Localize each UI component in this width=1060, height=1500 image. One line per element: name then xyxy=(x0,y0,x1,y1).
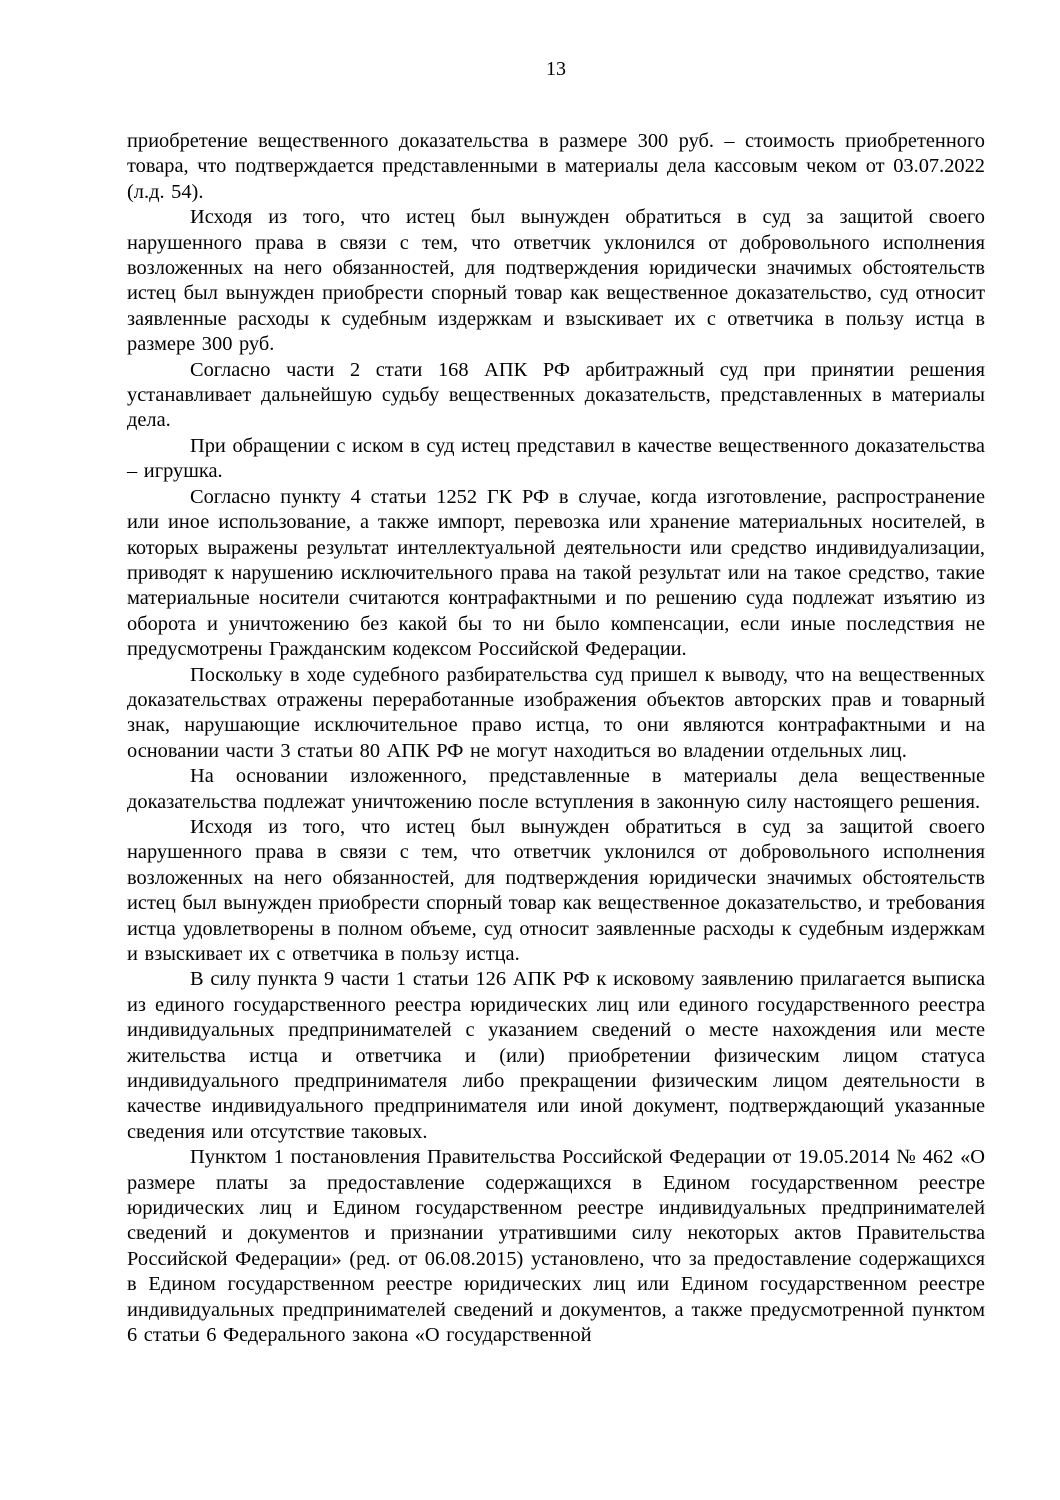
paragraph: Согласно пункту 4 статьи 1252 ГК РФ в случае, когда изготовление, распространение или иное использование, а также импорт, перевозка или хранение материальных носителей, в которых выражены результат интеллектуальной деятельности или средство индивидуализации, приводят к нарушению исключительного права на такой результат или на такое средство, такие материальные носители считаются контрафактными и по решению суда подлежат изъятию из оборота и уничтожению без какой бы то ни было компенсации, если иные последствия не предусмотрены Гражданским кодексом Российской Федерации. xyxy=(127,485,985,661)
paragraph: Исходя из того, что истец был вынужден обратиться в суд за защитой своего нарушенного права в связи с тем, что ответчик уклонился от добровольного исполнения возложенных на него обязанностей, для подтверждения юридически значимых обстоятельств истец был вынужден приобрести спорный товар как вещественное доказательство, и требования истца удовлетворены в полном объеме, суд относит заявленные расходы к судебным издержкам и взыскивает их с ответчика в пользу истца. xyxy=(127,815,985,965)
paragraph: Исходя из того, что истец был вынужден обратиться в суд за защитой своего нарушенного права в связи с тем, что ответчик уклонился от добровольного исполнения возложенных на него обязанностей, для подтверждения юридически значимых обстоятельств истец был вынужден приобрести спорный товар как вещественное доказательство, суд относит заявленные расходы к судебным издержкам и взыскивает их с ответчика в пользу истца в размере 300 руб. xyxy=(127,206,985,356)
paragraph: Согласно части 2 стати 168 АПК РФ арбитражный суд при принятии решения устанавливает дальнейшую судьбу вещественных доказательств, представленных в материалы дела. xyxy=(127,358,985,432)
paragraph: Поскольку в ходе судебного разбирательства суд пришел к выводу, что на вещественных доказательствах отражены переработанные изображения объектов авторских прав и товарный знак, нарушающие исключительное право истца, то они являются контрафактными и на основании части 3 статьи 80 АПК РФ не могут находиться во владении отдельных лиц. xyxy=(127,663,985,762)
paragraph: Пунктом 1 постановления Правительства Российской Федерации от 19.05.2014 № 462 «О размере платы за предоставление содержащихся в Едином государственном реестре юридических лиц и Едином государственном реестре индивидуальных предпринимателей сведений и документов и признании утратившими силу некоторых актов Правительства Российской Федерации» (ред. от 06.08.2015) установлено, что за предоставление содержащихся в Едином государственном реестре юридических лиц или Едином государственном реестре индивидуальных предпринимателей сведений и документов, а также предусмотренной пунктом 6 статьи 6 Федерального закона «О государственной xyxy=(127,1146,985,1347)
paragraph: На основании изложенного, представленные в материалы дела вещественные доказательства подлежат уничтожению после вступления в законную силу настоящего решения. xyxy=(127,765,985,813)
page-number: 13 xyxy=(546,58,566,80)
paragraph: приобретение вещественного доказательства в размере 300 руб. – стоимость приобретенного товара, что подтверждается представленными в материалы дела кассовым чеком от 03.07.2022 (л.д. 54). xyxy=(127,130,985,203)
paragraph: При обращении с иском в суд истец представил в качестве вещественного доказательства – игрушка. xyxy=(127,434,985,483)
paragraph: В силу пункта 9 части 1 статьи 126 АПК РФ к исковому заявлению прилагается выписка из единого государственного реестра юридических лиц или единого государственного реестра индивидуальных предпринимателей с указанием сведений о месте нахождения или месте жительства истца и ответчика и (или) приобретении физическим лицом статуса индивидуального предпринимателя либо прекращении физическим лицом деятельности в качестве индивидуального предпринимателя или иной документ, подтверждающий указанные сведения или отсутствие таковых. xyxy=(127,968,985,1143)
document-body xyxy=(127,129,985,1349)
